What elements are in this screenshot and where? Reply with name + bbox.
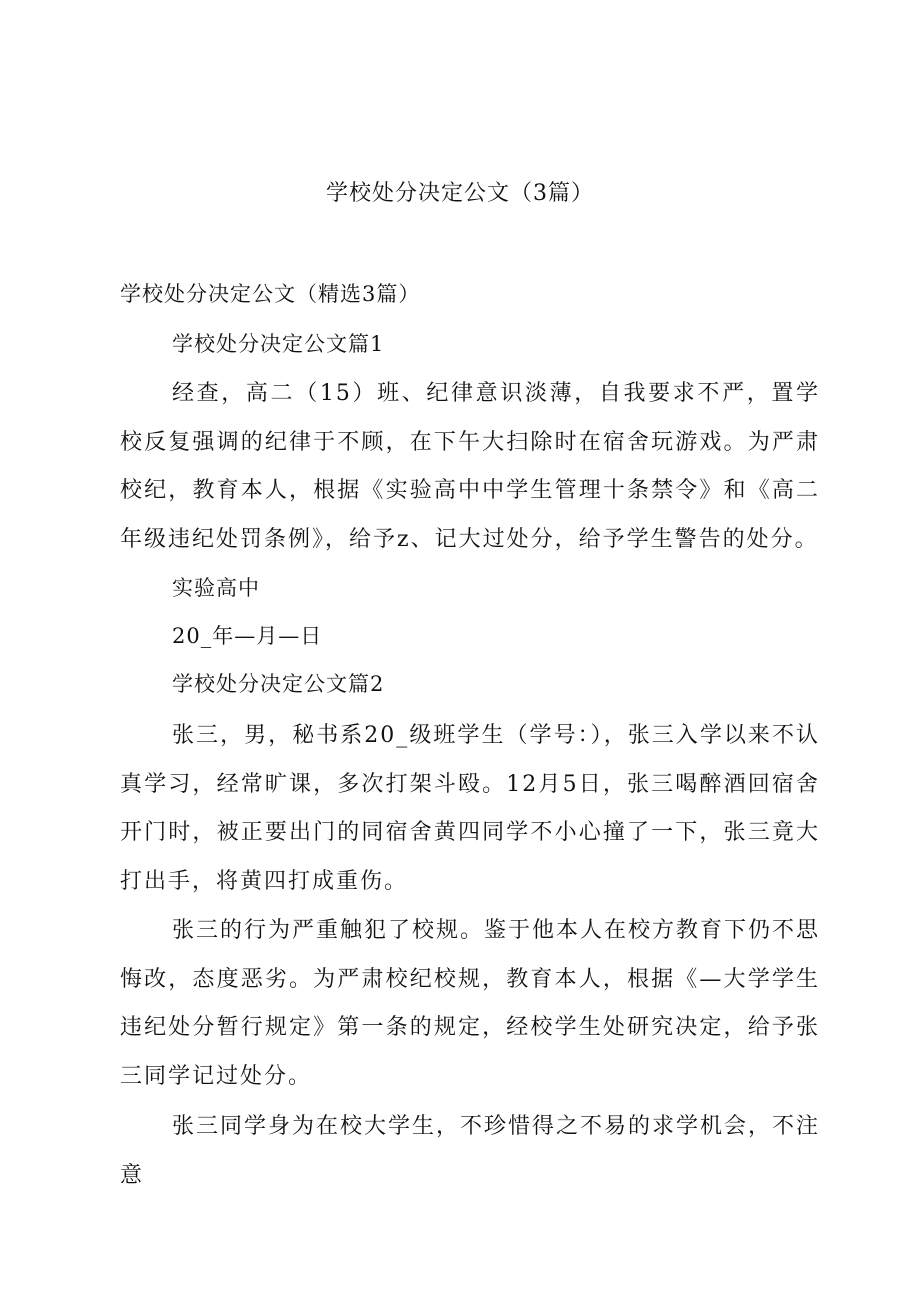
section-1-date: 20_年—月—日 [172, 624, 323, 648]
document-subtitle: 学校处分决定公文（精选3篇） [120, 282, 421, 306]
document-title: 学校处分决定公文（3篇） [326, 181, 594, 206]
section-1-heading: 学校处分决定公文篇1 [172, 332, 385, 356]
section-2-body-3: 张三同学身为在校大学生，不珍惜得之不易的求学机会，不注意 [120, 1114, 821, 1188]
section-2-heading: 学校处分决定公文篇2 [172, 672, 385, 696]
section-2-body-1: 张三，男，秘书系20_级班学生（学号：），张三入学以来不认真学习，经常旷课，多次打架斗殴。12月5日，张三喝醉酒回宿舍开门时，被正要出门的同宿舍黄四同学不小心撞了一下，张三竟大打出手，将黄四打成重伤。 [120, 723, 820, 894]
section-1-body: 经查，高二（15）班、纪律意识淡薄，自我要求不严，置学校反复强调的纪律于不顾，在下午大扫除时在宿舍玩游戏。为严肃校纪，教育本人，根据《实验高中中学生管理十条禁令》和《高二年级违纪处罚条例》，给予z、记大过处分，给予学生警告的处分。 [120, 381, 820, 552]
section-2-body-2: 张三的行为严重触犯了校规。鉴于他本人在校方教育下仍不思悔改，态度恶劣。为严肃校纪校规，教育本人，根据《—大学学生违纪处分暂行规定》第一条的规定，经校学生处研究决定，给予张三同学记过处分。 [120, 918, 821, 1089]
section-1-signature: 实验高中 [172, 576, 260, 600]
